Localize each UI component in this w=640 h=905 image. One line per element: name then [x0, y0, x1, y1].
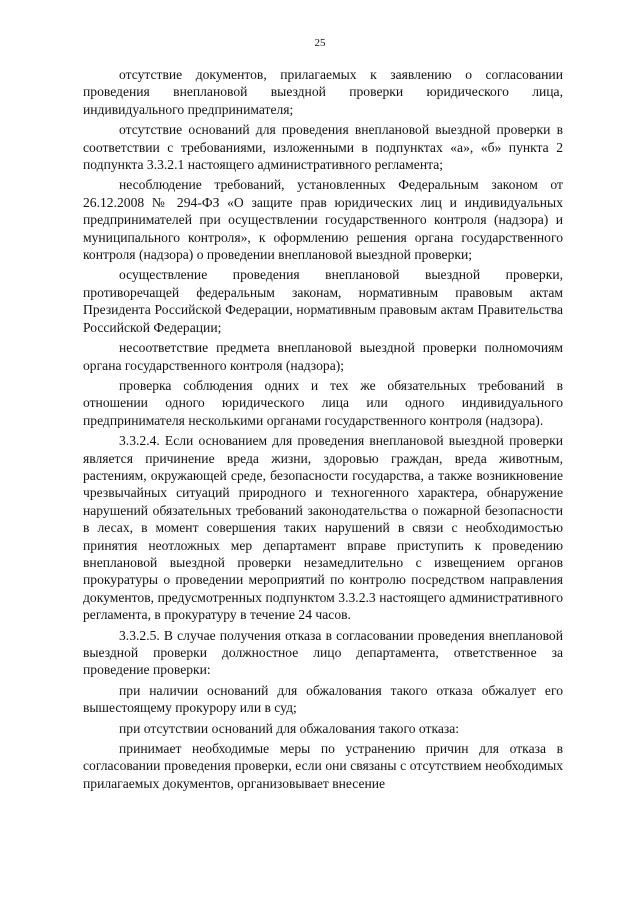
- paragraph-duplicate-inspection: проверка соблюдения одних и тех же обязательных требований в отношении одного юридического лица или одного индивидуального предпринимателя несколькими органами государственного контроля (надзора).: [83, 377, 563, 428]
- page-number: 25: [314, 37, 326, 49]
- paragraph-3-3-2-5: 3.3.2.5. В случае получения отказа в согласовании проведения внеплановой выездной проверки должностное лицо департамента, ответственное за проведение проверки:: [83, 627, 563, 678]
- paragraph-3-3-2-4: 3.3.2.4. Если основанием для проведения внеплановой выездной проверки является причинение вреда жизни, здоровью граждан, вреда животным, растениям, окружающей среде, безопасности государства, а также возникновение чрезвычайных ситуаций природного и техногенного характера, обнаружение нарушений обязательных требований законодательства о пожарной безопасности в лесах, в момент совершения таких нарушений в связи с необходимостью принятия неотложных мер департамент вправе приступить к проведению внеплановой выездной проверки незамедлительно с извещением органов прокуратуры о проведении мероприятий по контролю посредством направления документов, предусмотренных подпунктом 3.3.2.3 настоящего административного регламента, в прокуратуру в течение 24 часов.: [83, 433, 563, 623]
- paragraph-remedial-measures: принимает необходимые меры по устранению причин для отказа в согласовании проведения проверки, если они связаны с отсутствием необходимых прилагаемых документов, организовывает внесение: [83, 741, 563, 791]
- paragraph-contradicting-laws: осуществление проведения внеплановой выездной проверки, противоречащей федеральным законам, нормативным правовым актам Президента Российской Федерации, нормативным правовым актам Правительства Российской Федерации;: [83, 267, 563, 335]
- paragraph-non-compliance-294fz: несоблюдение требований, установленных Федеральным законом от 26.12.2008 № 294-ФЗ «О защите прав юридических лиц и индивидуальных предпринимателей при осуществлении государственного контроля (надзора) и муниципального контроля», к оформлению решения органа государственного контроля (надзора) о проведении внеплановой выездной проверки;: [83, 177, 563, 263]
- document-body: [83, 66, 563, 792]
- paragraph-appeal-grounds: при наличии оснований для обжалования такого отказа обжалует его вышестоящему прокурору или в суд;: [83, 682, 563, 716]
- paragraph-subject-mismatch: несоответствие предмета внеплановой выездной проверки полномочиям органа государственного контроля (надзора);: [83, 340, 563, 373]
- paragraph-no-grounds: отсутствие оснований для проведения внеплановой выездной проверки в соответствии с требованиями, изложенными в подпунктах «а», «б» пункта 2 подпункта 3.3.2.1 настоящего административного регламента;: [83, 122, 563, 173]
- paragraph-no-appeal-grounds: при отсутствии оснований для обжалования такого отказа:: [119, 720, 460, 736]
- paragraph-missing-documents: отсутствие документов, прилагаемых к заявлению о согласовании проведения внеплановой выездной проверки юридического лица, индивидуального предпринимателя;: [83, 67, 563, 117]
